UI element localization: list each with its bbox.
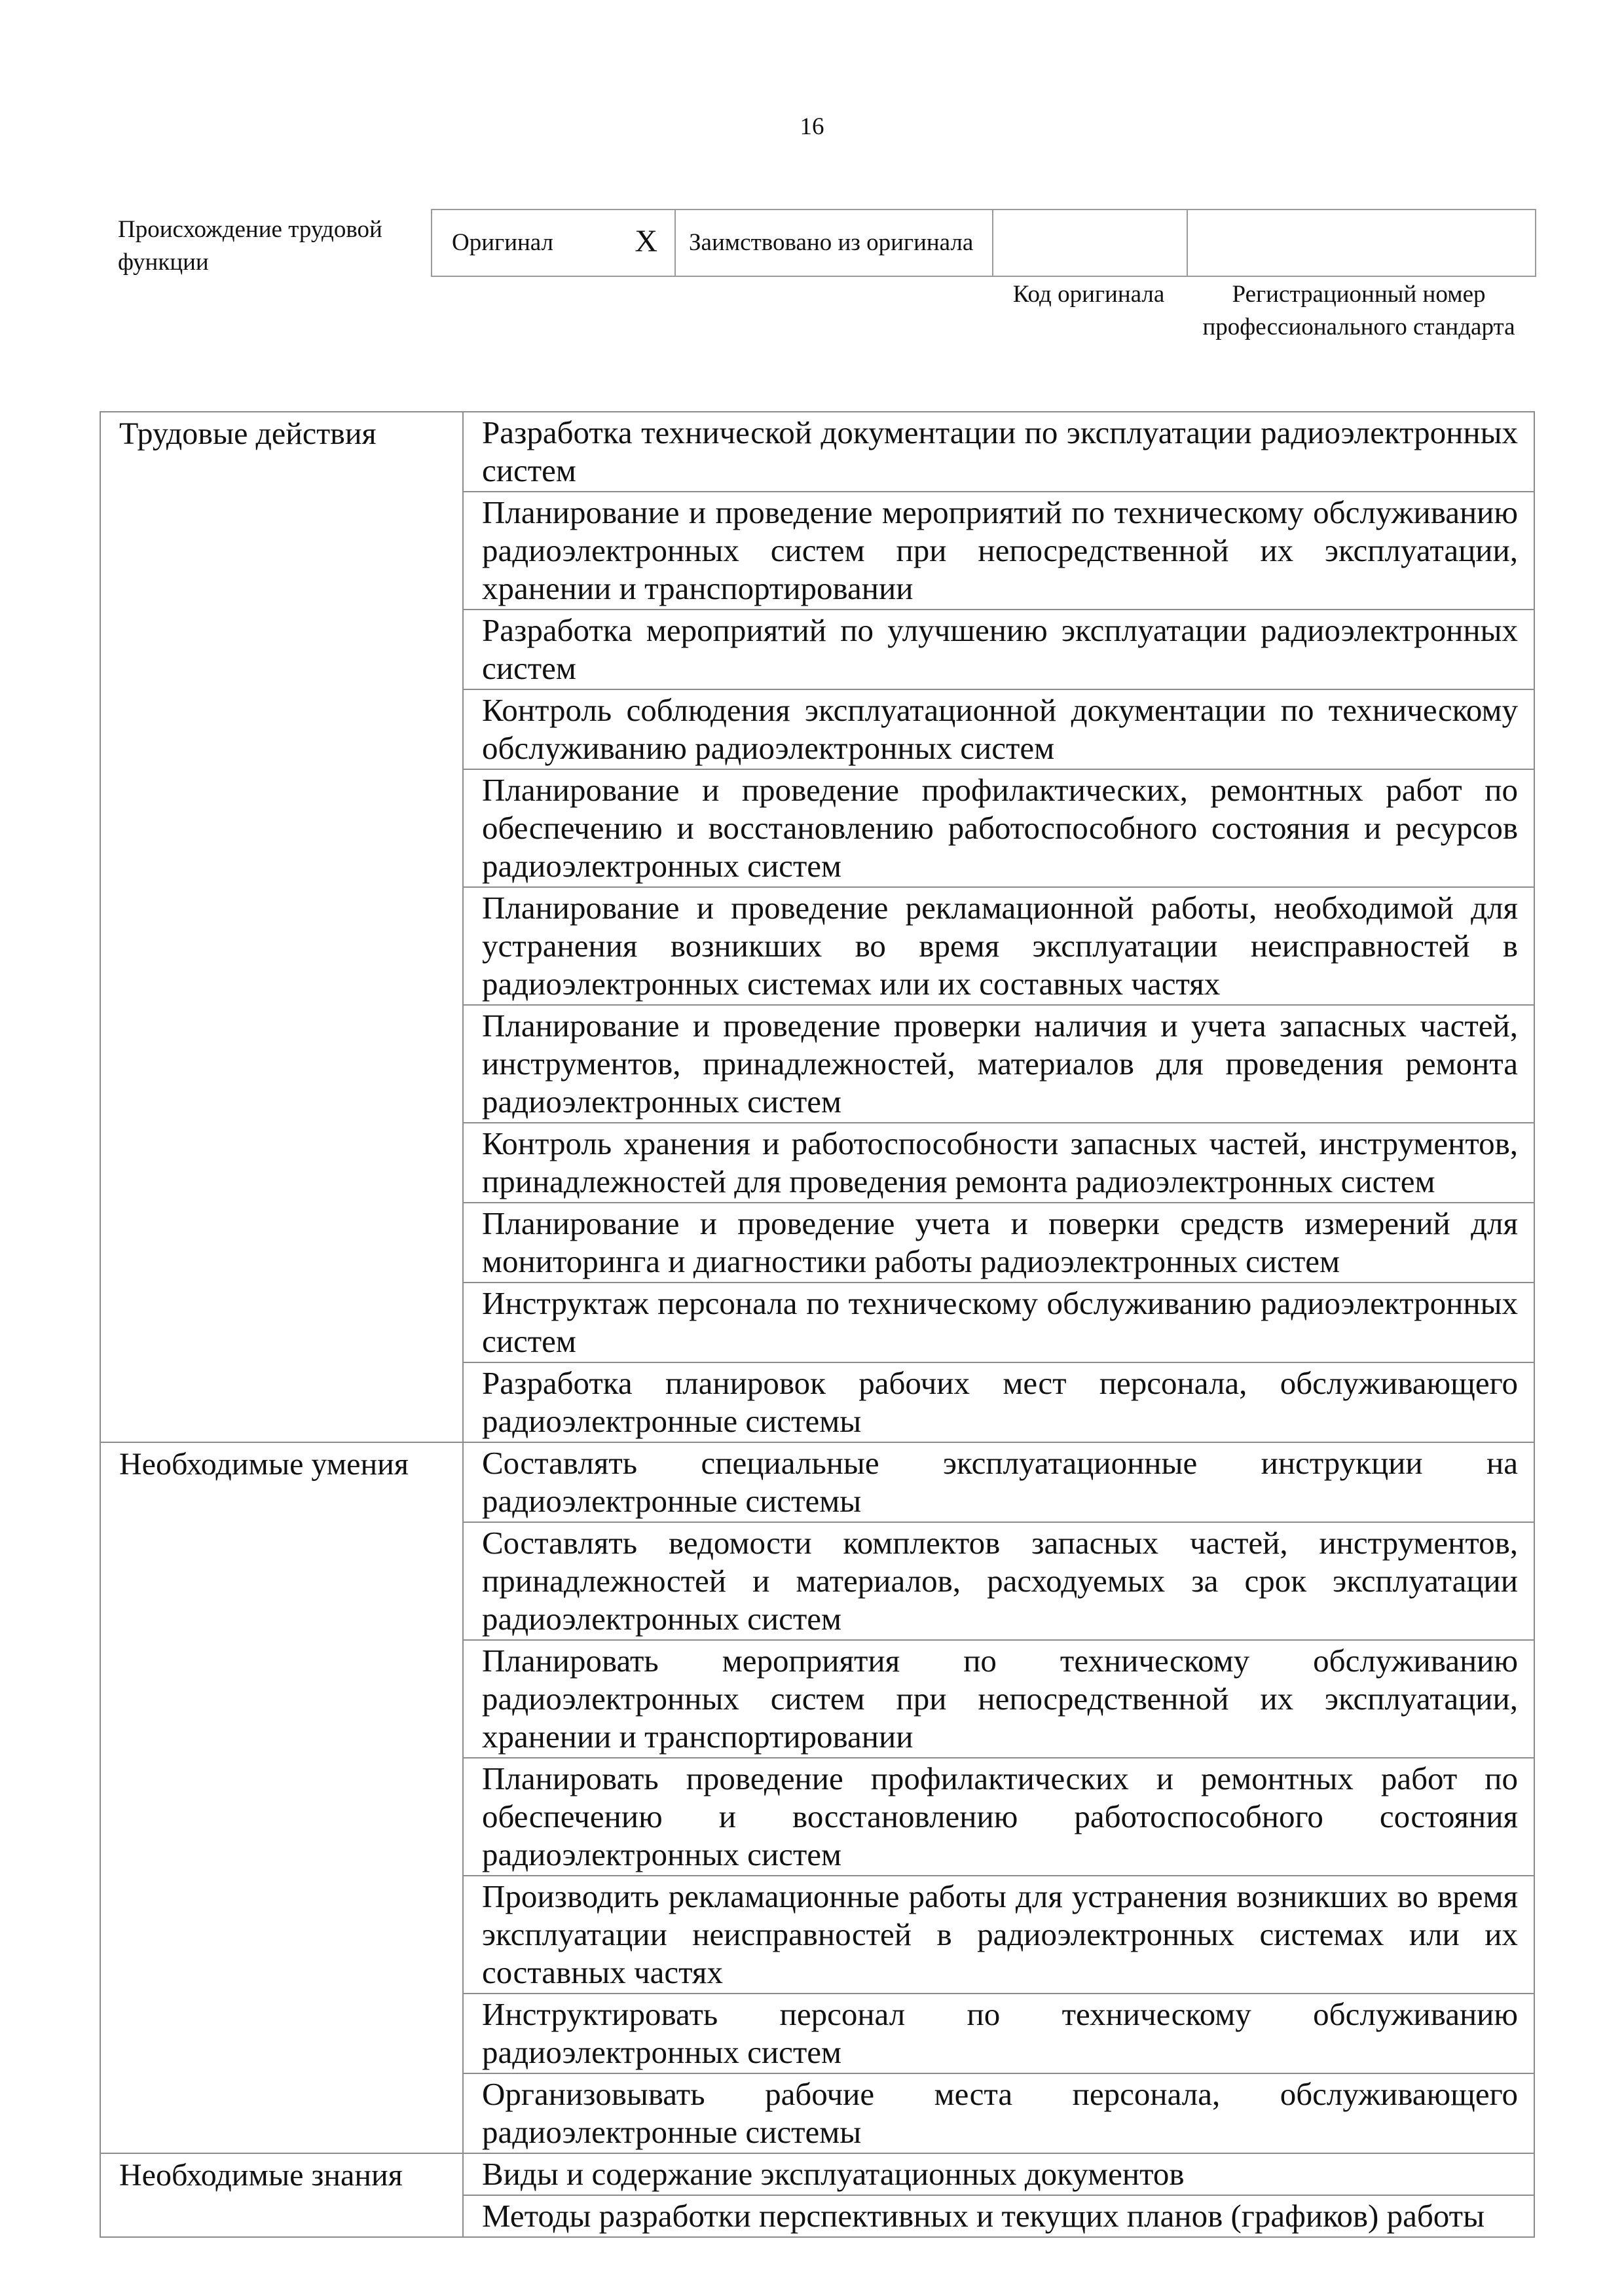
origin-original-cell (432, 210, 675, 276)
code-caption: Код оригинала (1012, 281, 1165, 308)
section-item: Планировать проведение профилактических и ремонтных работ по обеспечению и восстановлению работоспособного состояния радиоэлектронных систем (463, 1758, 1534, 1876)
section-item: Виды и содержание эксплуатационных документов (463, 2153, 1534, 2195)
origin-reg-cell (1187, 210, 1536, 276)
section-item: Планировать мероприятия по техническому обслуживанию радиоэлектронных систем при непосредственной их эксплуатации, хранении и транспортировании (463, 1640, 1534, 1758)
section-item: Организовывать рабочие места персонала, обслуживающего радиоэлектронные системы (463, 2073, 1534, 2153)
section-item: Планирование и проведение мероприятий по техническому обслуживанию радиоэлектронных систем при непосредственной их эксплуатации, хранении и транспортировании (463, 492, 1534, 610)
section-item: Методы разработки перспективных и текущих планов (графиков) работы (463, 2195, 1534, 2237)
section-item: Разработка мероприятий по улучшению эксплуатации радиоэлектронных систем (463, 610, 1534, 689)
origin-mark: X (635, 224, 657, 259)
section-item: Разработка планировок рабочих мест персонала, обслуживающего радиоэлектронные системы (463, 1362, 1534, 1442)
origin-original-label: Оригинал (452, 229, 554, 256)
section-item: Планирование и проведение рекламационной работы, необходимой для устранения возникших во время эксплуатации неисправностей в радиоэлектронных системах или их составных частях (463, 887, 1534, 1005)
origin-borrowed-cell: Заимствовано из оригинала (675, 210, 993, 276)
section-label: Необходимые умения (100, 1442, 463, 2153)
section-label: Трудовые действия (100, 412, 463, 1442)
section-item: Контроль соблюдения эксплуатационной документации по техническому обслуживанию радиоэлектронных систем (463, 689, 1534, 769)
section-item: Производить рекламационные работы для устранения возникших во время эксплуатации неисправностей в радиоэлектронных системах или их составных частях (463, 1876, 1534, 1994)
reg-number-caption: Регистрационный номер профессионального стандарта (1202, 281, 1515, 340)
table-row (100, 2153, 1534, 2195)
section-item: Инструктаж персонала по техническому обслуживанию радиоэлектронных систем (463, 1283, 1534, 1362)
section-item: Контроль хранения и работоспособности запасных частей, инструментов, принадлежностей для проведения ремонта радиоэлектронных систем (463, 1123, 1534, 1203)
origin-code-cell (993, 210, 1187, 276)
table-row (100, 412, 1534, 492)
section-item: Разработка технической документации по эксплуатации радиоэлектронных систем (463, 412, 1534, 492)
section-label: Необходимые знания (100, 2153, 463, 2237)
page-number: 16 (800, 113, 824, 140)
origin-label: Происхождение трудовой функции (118, 216, 382, 276)
table-row (100, 1442, 1534, 1522)
section-item: Составлять специальные эксплуатационные инструкции на радиоэлектронные системы (463, 1442, 1534, 1522)
section-item: Планирование и проведение проверки наличия и учета запасных частей, инструментов, принадлежностей, материалов для проведения ремонта радиоэлектронных систем (463, 1005, 1534, 1123)
section-item: Составлять ведомости комплектов запасных частей, инструментов, принадлежностей и материалов, расходуемых за срок эксплуатации радиоэлектронных систем (463, 1522, 1534, 1640)
origin-table (431, 209, 1536, 277)
function-table-body (100, 412, 1534, 2237)
section-item: Планирование и проведение учета и поверки средств измерений для мониторинга и диагностики работы радиоэлектронных систем (463, 1203, 1534, 1283)
section-item: Инструктировать персонал по техническому обслуживанию радиоэлектронных систем (463, 1994, 1534, 2073)
function-table (100, 411, 1535, 2238)
section-item: Планирование и проведение профилактических, ремонтных работ по обеспечению и восстановлению работоспособного состояния и ресурсов радиоэлектронных систем (463, 769, 1534, 887)
